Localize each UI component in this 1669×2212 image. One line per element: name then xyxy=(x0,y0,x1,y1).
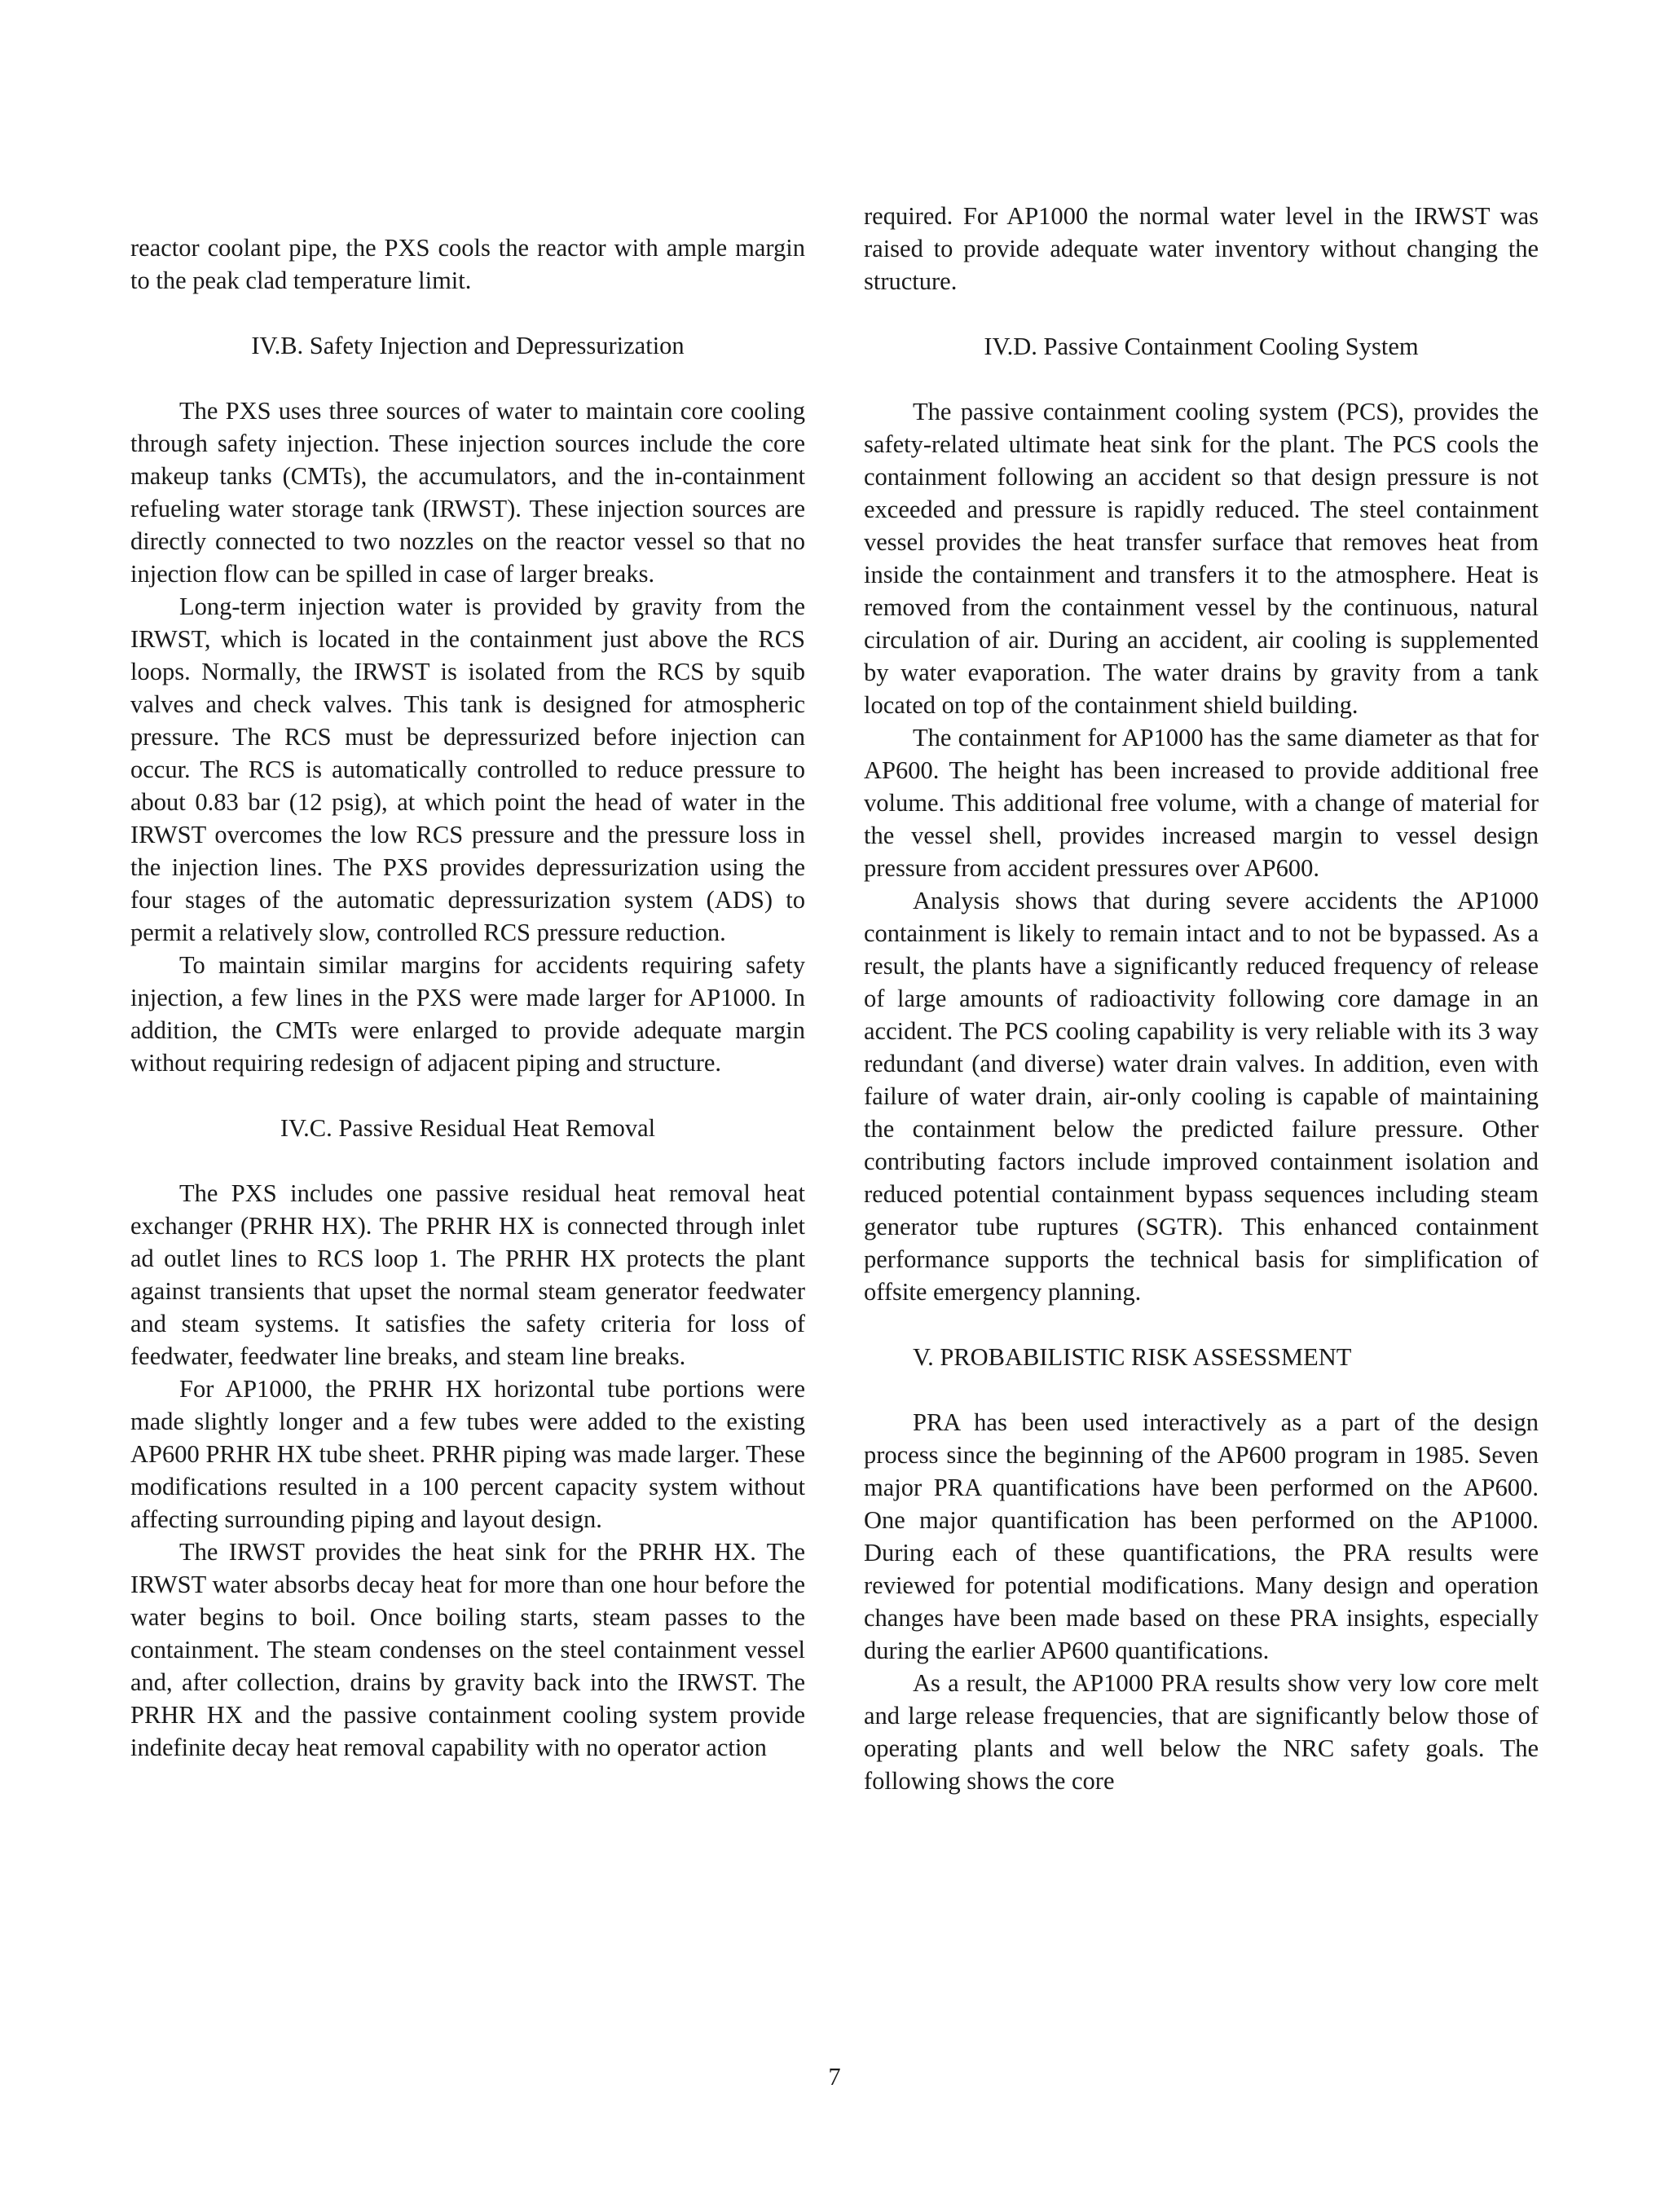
section-heading-ivd: IV.D. Passive Containment Cooling System xyxy=(984,333,1419,360)
left-column xyxy=(130,231,805,1764)
paragraph: For AP1000, the PRHR HX horizontal tube portions were made slightly longer and a few tubes were added to the existing AP600 PRHR HX tube sheet. PRHR piping was made larger. These modifications resulted in a 100 percent capacity system without affecting surrounding piping and layout design. xyxy=(130,1375,805,1533)
paragraph: Long-term injection water is provided by gravity from the IRWST, which is located in the containment just above the RCS loops. Normally, the IRWST is isolated from the RCS by squib valves and check valves. This tank is designed for atmospheric pressure. The RCS must be depressurized before injection can occur. The RCS is automatically controlled to reduce pressure to about 0.83 bar (12 psig), at which point the head of water in the IRWST overcomes the low RCS pressure and the pressure loss in the injection lines. The PXS provides depressurization using the four stages of the automatic depressurization system (ADS) to permit a relatively slow, controlled RCS pressure reduction. xyxy=(130,593,805,946)
paragraph: The PXS includes one passive residual heat removal heat exchanger (PRHR HX). The PRHR HX is connected through inlet ad outlet lines to RCS loop 1. The PRHR HX protects the plant against transients that upset the normal steam generator feedwater and steam systems. It satisfies the safety criteria for loss of feedwater, feedwater line breaks, and steam line breaks. xyxy=(130,1179,805,1370)
paragraph: Analysis shows that during severe accidents the AP1000 containment is likely to remain intact and to not be bypassed. As a result, the plants have a significantly reduced frequency of release of large amounts of radioactivity following core damage in an accident. The PCS cooling capability is very reliable with its 3 way redundant (and diverse) water drain valves. In addition, even with failure of water drain, air-only cooling is capable of maintaining the containment below the predicted failure pressure. Other contributing factors include improved containment isolation and reduced potential containment bypass sequences including steam generator tube ruptures (SGTR). This enhanced containment performance supports the technical basis for simplification of offsite emergency planning. xyxy=(864,887,1539,1306)
right-column xyxy=(864,200,1539,1797)
paragraph: The containment for AP1000 has the same diameter as that for AP600. The height has been increased to provide additional free volume. This additional free volume, with a change of material for the vessel shell, provides increased margin to vessel design pressure from accident pressures over AP600. xyxy=(864,724,1539,882)
paragraph: required. For AP1000 the normal water level in the IRWST was raised to provide adequate water inventory without changing the structure. xyxy=(864,202,1539,295)
paragraph: The PXS uses three sources of water to maintain core cooling through safety injection. These injection sources include the core makeup tanks (CMTs), the accumulators, and the in-containment refueling water storage tank (IRWST). These injection sources are directly connected to two nozzles on the reactor vessel so that no injection flow can be spilled in case of larger breaks. xyxy=(130,397,805,588)
paragraph: To maintain similar margins for accidents requiring safety injection, a few lines in the PXS were made larger for AP1000. In addition, the CMTs were enlarged to provide adequate margin without requiring redesign of adjacent piping and structure. xyxy=(130,951,805,1077)
paragraph: The IRWST provides the heat sink for the PRHR HX. The IRWST water absorbs decay heat for more than one hour before the water begins to boil. Once boiling starts, steam passes to the containment. The steam condenses on the steel containment vessel and, after collection, drains by gravity back into the IRWST. The PRHR HX and the passive containment cooling system provide indefinite decay heat removal capability with no operator action xyxy=(130,1538,805,1761)
page-number: 7 xyxy=(828,2063,841,2091)
paragraph: PRA has been used interactively as a part of the design process since the beginning of the AP600 program in 1985. Seven major PRA quantifications have been performed on the AP600. One major quantification has been performed on the AP1000. During each of these quantifications, the PRA results were reviewed for potential modifications. Many design and operation changes have been made based on these PRA insights, especially during the earlier AP600 quantifications. xyxy=(864,1408,1539,1664)
section-heading-ivc: IV.C. Passive Residual Heat Removal xyxy=(280,1114,656,1142)
section-heading-v: V. PROBABILISTIC RISK ASSESSMENT xyxy=(913,1343,1352,1371)
paragraph: reactor coolant pipe, the PXS cools the reactor with ample margin to the peak clad temperature limit. xyxy=(130,234,805,294)
paragraph: As a result, the AP1000 PRA results show very low core melt and large release frequencies, that are significantly below those of operating plants and well below the NRC safety goals. The following shows the core xyxy=(864,1669,1539,1795)
paragraph: The passive containment cooling system (PCS), provides the safety-related ultimate heat sink for the plant. The PCS cools the containment following an accident so that design pressure is not exceeded and pressure is rapidly reduced. The steel containment vessel provides the heat transfer surface that removes heat from inside the containment and transfers it to the atmosphere. Heat is removed from the containment vessel by the continuous, natural circulation of air. During an accident, air cooling is supplemented by water evaporation. The water drains by gravity from a tank located on top of the containment shield building. xyxy=(864,398,1539,719)
section-heading-ivb: IV.B. Safety Injection and Depressurization xyxy=(251,332,685,359)
